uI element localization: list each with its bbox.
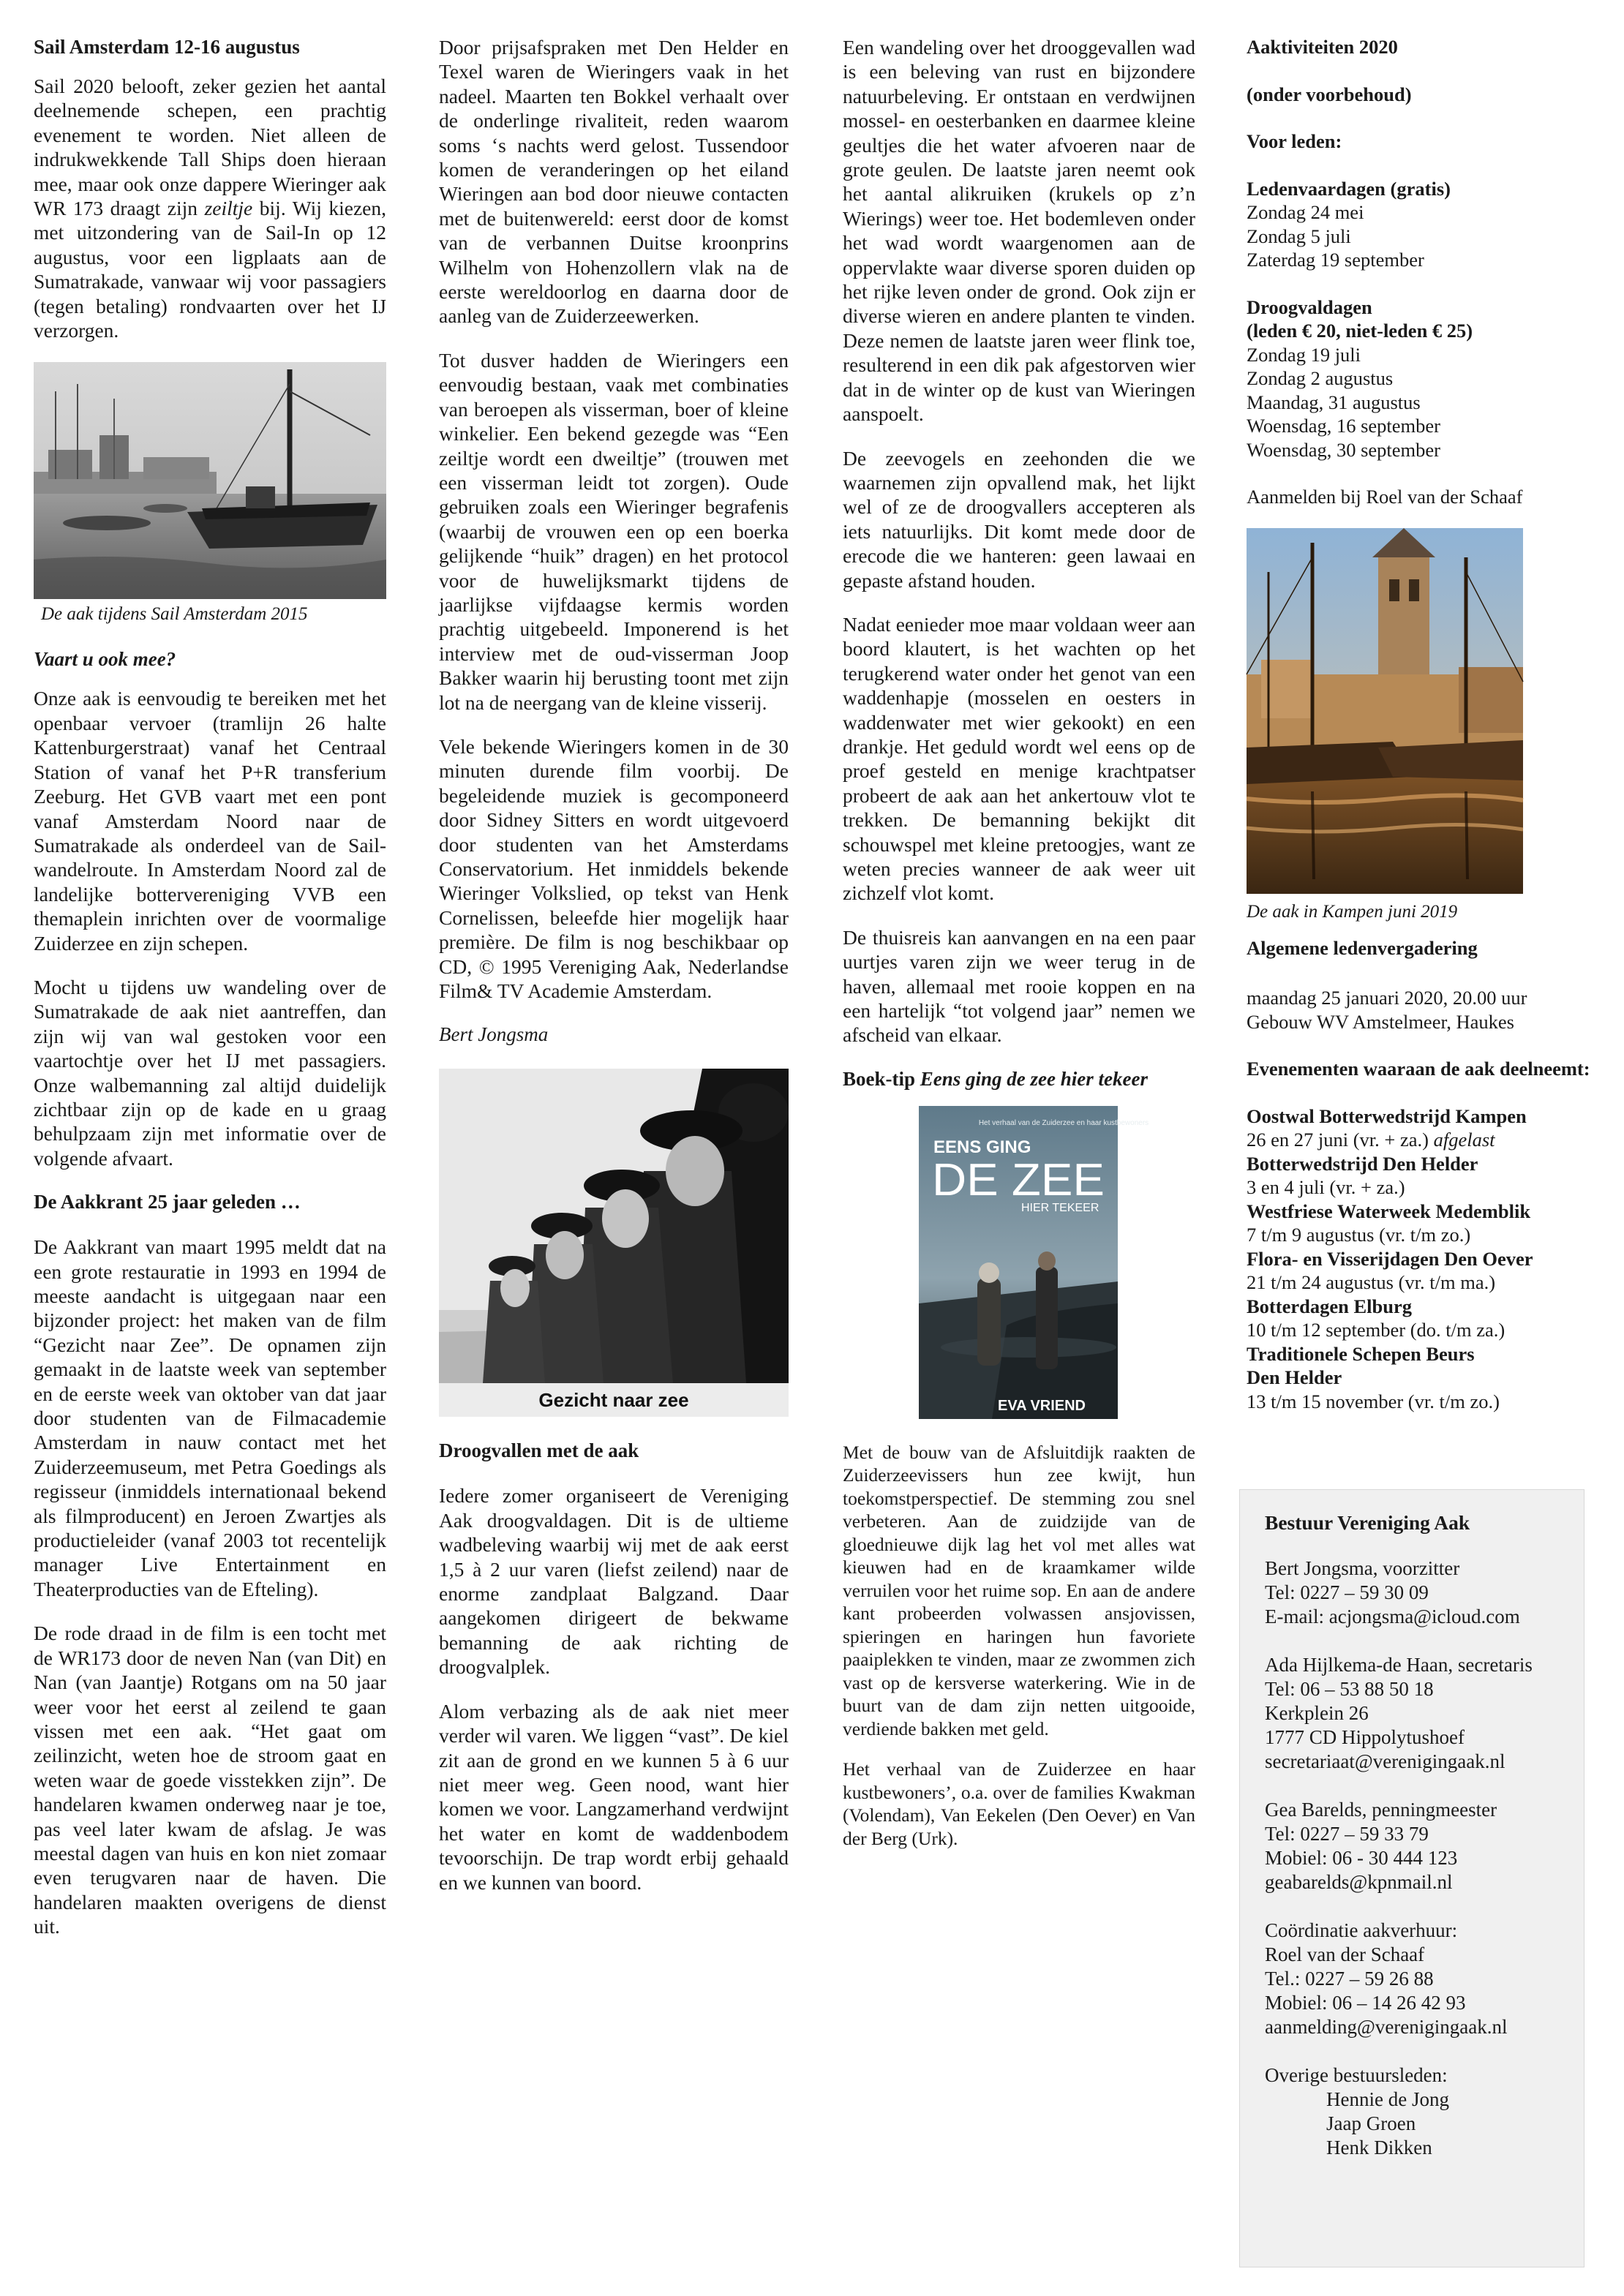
bestuur-member <box>1265 1653 1579 1774</box>
member-email: geabarelds@kpnmail.nl <box>1265 1871 1453 1893</box>
film-paragraph-1: Door prijsafspraken met Den Helder en Texel waren de Wieringers vaak in het nadeel. Maarten ten Bokkel verhaalt over de onderlinge rivaliteit, reden waarom soms ‘s nachts werd gelost. Tussendoor komen de veranderingen op het eiland Wieringen aan bod door nieuwe contacten met de buitenwereld: eerst door de komst van de verbannen Duitse kroonprins Wilhelm von Hohenzollern vlak na de eerste wereldoorlog en daarna door de aanleg van de Zuiderzeewerken. <box>439 36 789 328</box>
vaart-paragraph-2: Mocht u tijdens uw wandeling over de Sumatrakade de aak niet aantreffen, dan zijn wij van wal gestoken voor een vaartochtje over het IJ met passagiers. Onze walbemanning zal altijd duidelijk zichtbaar zijn op de kade en u graag behulpzaam zijn met informatie over de volgende afvaart. <box>34 975 386 1170</box>
bestuur-member <box>1265 1919 1579 2039</box>
aakkrant-paragraph-1: De Aakkrant van maart 1995 meldt dat na een grote restauratie in 1993 en 1994 de meeste aandacht is uitgegaan naar een bijzonder project: het maken van de film “Gezicht naar Zee”. De opnamen zijn gemaakt in de laatste week van september en de eerste week van oktober van dat jaar door studenten van de Filmacademie Amsterdam in nauw contact met het Zuiderzeemuseum, met Petra Goedings als regisseur (inmiddels internationaal bekend als filmproducent) en Jeroen Zwartjes als productieleider (vanaf 2003 tot recentelijk manager Live Entertainment en Theaterproducties van de Efteling). <box>34 1235 386 1600</box>
overige-member: Hennie de Jong <box>1326 2088 1449 2110</box>
boek-paragraph-2: Het verhaal van de Zuiderzee en haar kustbewoners’, o.a. over de families Kwakman (Volendam), Van Eekelen (Den Oever) en Van der Berg (Urk). <box>843 1758 1195 1849</box>
droogvaldagen-date: Maandag, 31 augustus <box>1247 391 1421 413</box>
event-item <box>1247 1152 1595 1200</box>
boek-tip-heading: Boek-tip Eens ging de zee hier tekeer <box>843 1067 1148 1090</box>
droogvaldagen-date: Woensdag, 30 september <box>1247 438 1440 461</box>
alv-date: maandag 25 januari 2020, 20.00 uur <box>1247 987 1527 1009</box>
vaart-paragraph-1: Onze aak is eenvoudig te bereiken met het openbaar vervoer (tramlijn 26 halte Kattenburgerstraat) vanaf het Centraal Station of vanaf het P+R transferium Zeeburg. Het GVB vaart met een pont vanaf Amsterdam Noord naar de Sumatrakade als onderdeel van de Sail-wandelroute. In Amsterdam Noord zal de landelijke bottervereniging VVB een themaplein inrichten over de voormalige Zuiderzee en zijn schepen. <box>34 687 386 955</box>
member-name: Roel van der Schaaf <box>1265 1943 1425 1965</box>
author-signature: Bert Jongsma <box>439 1023 549 1046</box>
droogvaldagen-title: Droogvaldagen <box>1247 296 1372 318</box>
alv-location: Gebouw WV Amstelmeer, Haukes <box>1247 1010 1514 1033</box>
event-date: 10 t/m 12 september (do. t/m za.) <box>1247 1319 1505 1341</box>
column-2 <box>439 35 789 1914</box>
member-postcode: 1777 CD Hippolytushoef <box>1265 1726 1465 1748</box>
event-date: 26 en 27 juni (vr. + za.) afgelast <box>1247 1129 1495 1151</box>
overige-member: Jaap Groen <box>1326 2112 1416 2134</box>
member-mobile: Mobiel: 06 – 14 26 42 93 <box>1265 1992 1466 2014</box>
droogvaldagen-date: Zondag 19 juli <box>1247 343 1361 366</box>
column-4 <box>1247 35 1595 1413</box>
film-paragraph-2: Tot dusver hadden de Wieringers een eenvoudig bestaan, vaak met combinaties van beroepen als visserman, boer of kleine winkelier. Een bekend gezegde was “Een zeiltje wordt een dweiltje” (trouwen met een visserman leidt tot zorgen). Oude gebruiken zoals een Wieringer begrafenis (waarbij de vrouwen een op een boerka gelijkende “huik” dragen) en het protocol voor de huwelijksmarkt tijdens de jaarlijkse vijfdaagse kermis worden prachtig uitgebeeld. Imponerend is het interview met de oud-visserman Joop Bakker waarin hij berusting toont met zijn lot na de neergang van de kleine visserij. <box>439 348 789 714</box>
overige-title: Overige bestuursleden: <box>1265 2064 1448 2086</box>
droogvallen-heading: Droogvallen met de aak <box>439 1439 639 1462</box>
aakkrant-heading: De Aakkrant 25 jaar geleden … <box>34 1191 301 1213</box>
member-role: Bert Jongsma, voorzitter <box>1265 1557 1460 1579</box>
droogvaldagen-date: Woensdag, 16 september <box>1247 415 1440 437</box>
event-item <box>1247 1295 1595 1342</box>
kampen-photo <box>1247 528 1523 894</box>
sail-photo <box>34 362 386 599</box>
event-name: Traditionele Schepen Beurs Den Helder <box>1247 1342 1475 1388</box>
bestuur-title: Bestuur Vereniging Aak <box>1265 1511 1470 1534</box>
vaart-heading: Vaart u ook mee? <box>34 648 176 671</box>
event-name: Oostwal Botterwedstrijd Kampen <box>1247 1104 1527 1127</box>
event-item <box>1247 1200 1595 1247</box>
wad-paragraph-1: Een wandeling over het drooggevallen wad is een beleving van rust en bijzondere natuurbeleving. Er ontstaan en verdwijnen mossel- en oesterbanken en daarmee kleine geultjes die het water afvoeren naar de grote geulen. De laatste jaren neemt ook het aantal alikruiken (krukels op z’n Wierings) weer toe. Het bodemleven onder het wad wordt waargenomen aan de oppervlakte waar diverse sporen duiden op het rijke leven onder de grond. Ook zijn er diverse wieren en andere planten te vinden. Deze nemen de laatste jaren weer flink toe, resulterend in een dik pak afgestorven wier dat in de winter op de kust van Wieringen aanspoelt. <box>843 36 1195 426</box>
member-email: secretariaat@verenigingaak.nl <box>1265 1750 1505 1772</box>
member-phone: Tel: 0227 – 59 33 79 <box>1265 1823 1429 1845</box>
event-date: 7 t/m 9 augustus (vr. t/m zo.) <box>1247 1224 1471 1246</box>
book-cover-title-3: HIER TEKEER <box>1021 1201 1099 1214</box>
sail-heading: Sail Amsterdam 12-16 augustus <box>34 36 300 58</box>
event-item <box>1247 1342 1595 1414</box>
evenementen-title: Evenementen waaraan de aak deelneemt: <box>1247 1058 1590 1080</box>
member-role: Coördinatie aakverhuur: <box>1265 1919 1458 1941</box>
member-phone: Tel: 0227 – 59 30 09 <box>1265 1581 1429 1603</box>
book-cover-title-1: EENS GING <box>933 1137 1031 1157</box>
svg-text:Het verhaal van de Zuiderzee e <box>979 1119 1149 1127</box>
aakkrant-paragraph-2: De rode draad in de film is een tocht met de WR173 door de neven Nan (van Dit) en Nan (van Jaantje) Rotgans om na 50 jaar weer voor het eerst al zeilend te gaan vissen met een aak. “Het gaat om zeilinzicht, weten hoe de stroom gaat en weten waar de goede visstekken zijn”. De handelaren kwamen onderweg naar je toe, pas veel later kwam de afslag. Je was meestal dagen van huis en kon niet zomaar even terugvaren naar de haven. Die handelaren maakten overigens de dienst uit. <box>34 1622 386 1938</box>
wad-paragraph-3: Nadat eenieder moe maar voldaan weer aan boord klautert, is het wachten op het terugkerend water onder het genot van een waddenhapje (mosselen en oesters in waddenwater met wier gekookt) en een drankje. Het geduld wordt wel eens op de proef gesteld en menige krachtpatser probeert de aak aan het ankertouw vlot te trekken. De bemanning bekijkt dit schouwspel met kleine pretoogjes, want ze weten precies wanneer de aak weer uit zichzelf vlot komt. <box>843 612 1195 905</box>
member-email: E-mail: acjongsma@icloud.com <box>1265 1606 1520 1627</box>
member-role: Gea Barelds, penningmeester <box>1265 1799 1497 1821</box>
member-role: Ada Hijlkema-de Haan, secretaris <box>1265 1654 1533 1676</box>
event-item <box>1247 1104 1595 1152</box>
sail-photo-caption: De aak tijdens Sail Amsterdam 2015 <box>41 604 308 625</box>
activities-title: Aaktiviteiten 2020 <box>1247 36 1398 58</box>
wad-paragraph-4: De thuisreis kan aanvangen en na een paar uurtjes varen zijn we weer terug in de haven, allemaal met rooie koppen en na een hartelijk “tot volgend jaar” nemen we afscheid van elkaar. <box>843 925 1195 1047</box>
kampen-photo-caption: De aak in Kampen juni 2019 <box>1247 901 1458 922</box>
book-cover-subtitle: Het verhaal van de Zuiderzee en haar kustbewoners <box>978 1118 1149 1127</box>
droogvaldagen-prices: (leden € 20, niet-leden € 25) <box>1247 320 1473 342</box>
alv-title: Algemene ledenvergadering <box>1247 936 1478 959</box>
ledenvaardagen-title: Ledenvaardagen (gratis) <box>1247 177 1451 200</box>
column-3 <box>843 35 1195 1867</box>
droogvallen-paragraph-2: Alom verbazing als de aak niet meer verder wil varen. We liggen “vast”. De kiel zit aan de grond en we kunnen 5 à 6 uur niet meer weg. Geen nood, want hier komen we voor. Langzamerhand verdwijnt het water en komt de waddenbodem tevoorschijn. De trap wordt erbij gehaald en we kunnen van boord. <box>439 1699 789 1894</box>
ledenvaardagen-date: Zondag 5 juli <box>1247 225 1351 247</box>
event-name: Botterdagen Elburg <box>1247 1295 1412 1317</box>
member-mobile: Mobiel: 06 - 30 444 123 <box>1265 1847 1458 1869</box>
book-cover-author: EVA VRIEND <box>997 1397 1086 1414</box>
ledenvaardagen-date: Zaterdag 19 september <box>1247 249 1424 271</box>
overige-member: Henk Dikken <box>1326 2137 1432 2158</box>
boek-paragraph-1: Met de bouw van de Afsluitdijk raakten de Zuiderzeevissers hun zee kwijt, hun toekomstperspectief. De stemming zou snel verbeteren. Aan de zuidzijde van de gloednieuwe dijk lag het vol met alles wat kieuwen had en de kraamkamer wilde verruilen voor het ruime sop. En aan de andere kant probeerden volwassen ansjovissen, spieringen en haringen hun favoriete paaiplekken te vinden, maar ze zwommen zich vast op de kersverse waterkering. Wie in de buurt van de dam zijn netten uitgooide, verdiende bakken met geld. <box>843 1441 1195 1739</box>
event-cancelled-note: afgelast <box>1433 1129 1495 1151</box>
droogvallen-paragraph-1: Iedere zomer organiseert de Vereniging Aak droogvaldagen. Dit is de ultieme wadbeleving waarbij wij met de aak eerst 1,5 à 2 uur varen (liefst zeilend) naar de enorme zandplaat Balgzand. Daar aangekomen dirigeert de bekwame bemanning de aak richting de droogvalplek. <box>439 1484 789 1679</box>
event-name: Botterwedstrijd Den Helder <box>1247 1152 1478 1175</box>
bestuur-member <box>1265 1557 1579 1629</box>
film-still-title: Gezicht naar zee <box>538 1389 689 1412</box>
member-phone: Tel: 06 – 53 88 50 18 <box>1265 1678 1434 1700</box>
event-item <box>1247 1247 1595 1295</box>
event-name: Flora- en Visserijdagen Den Oever <box>1247 1247 1533 1270</box>
member-address: Kerkplein 26 <box>1265 1702 1369 1724</box>
ledenvaardagen-date: Zondag 24 mei <box>1247 201 1364 223</box>
event-date: 21 t/m 24 augustus (vr. t/m ma.) <box>1247 1271 1496 1293</box>
bestuur-box <box>1239 1489 1584 2267</box>
film-paragraph-3: Vele bekende Wieringers komen in de 30 minuten durende film voorbij. De begeleidende muziek is gecomponeerd door Sidney Sitters en wordt uitgevoerd door studenten van het Amsterdams Conservatorium. Het inmiddels bekende Wieringer Volkslied, op tekst van Henk Cornelissen, beleefde hier mogelijk haar première. De film is nog beschikbaar op CD, © 1995 Vereniging Aak, Nederlandse Film& TV Academie Amsterdam. <box>439 734 789 1003</box>
bestuur-member <box>1265 1798 1579 1894</box>
sail-paragraph: Sail 2020 belooft, zeker gezien het aantal deelnemende schepen, een prachtig evenement te worden. Niet alleen de indrukwekkende Tall Ships doen hieraan mee, maar ook onze dappere Wieringer aak WR 173 draagt zijn zeiltje bij. Wij kiezen, met uitzondering van de Sail-In op 12 augustus, voor een ligplaats aan de Sumatrakade, vanwaar wij voor passagiers (tegen betaling) rondvaarten over het IJ verzorgen. <box>34 75 386 342</box>
film-still-photo <box>439 1069 789 1417</box>
book-cover-title-2: DE ZEE <box>932 1154 1105 1205</box>
member-phone: Tel.: 0227 – 59 26 88 <box>1265 1968 1434 1990</box>
member-email: aanmelding@verenigingaak.nl <box>1265 2016 1508 2038</box>
aanmelden-text: Aanmelden bij Roel van der Schaaf <box>1247 486 1523 508</box>
column-1 <box>34 35 386 1959</box>
event-name: Westfriese Waterweek Medemblik <box>1247 1200 1531 1222</box>
activities-subtitle: (onder voorbehoud) <box>1247 83 1412 105</box>
book-cover <box>919 1106 1149 1419</box>
event-date: 13 t/m 15 november (vr. t/m zo.) <box>1247 1390 1500 1412</box>
wad-paragraph-2: De zeevogels en zeehonden die we waarnemen zijn opvallend mak, het lijkt wel of ze de droogvallers accepteren als iets natuurlijks. Dit komt mede door de erecode die we hanteren: geen lawaai en gepaste afstand houden. <box>843 446 1195 592</box>
droogvaldagen-date: Zondag 2 augustus <box>1247 367 1394 389</box>
event-date: 3 en 4 juli (vr. + za.) <box>1247 1176 1405 1198</box>
voor-leden-label: Voor leden: <box>1247 130 1342 152</box>
